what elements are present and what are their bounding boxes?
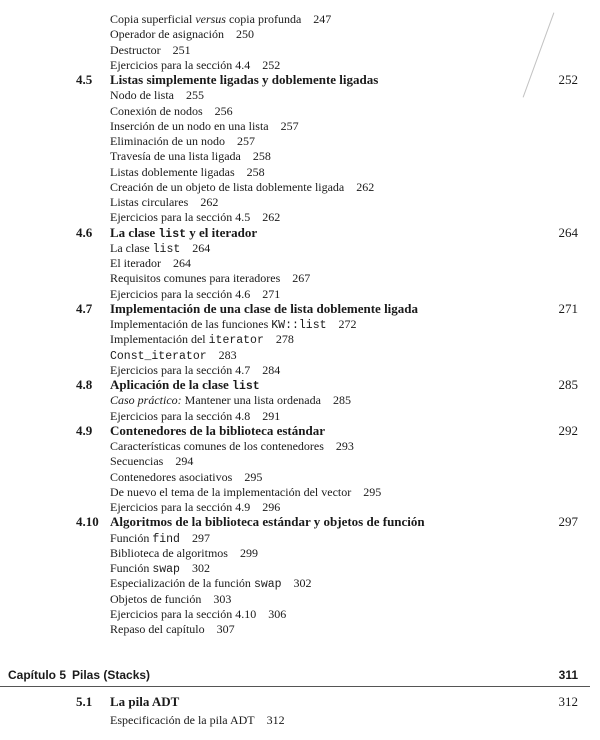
entry-page-number: 291 [262, 408, 281, 423]
entry-page-number: 256 [214, 103, 233, 118]
entry-text: Mantener una lista ordenada [181, 393, 321, 408]
entry-code: swap [253, 578, 282, 592]
section-number: 4.6 [76, 224, 93, 240]
entry-text: Ejercicios para la sección 4.6 [110, 286, 251, 301]
entry-text: Ejercicios para la sección 4.8 [110, 408, 251, 423]
entry-page-number: 302 [293, 576, 312, 591]
entry-page-number: 284 [262, 362, 281, 377]
entry-text: Especificación de la pila ADT [110, 713, 255, 727]
section-title-code: list [158, 227, 186, 241]
entry-page-number: 262 [262, 210, 281, 225]
entry-page-number: 285 [332, 393, 351, 408]
entry-page-number: 306 [268, 606, 287, 621]
entry-text: Especialización de la función [110, 576, 254, 591]
entry-page-number: 262 [200, 195, 219, 209]
section-title-text: y el iterador [186, 224, 258, 240]
entry-page-number: 247 [313, 12, 332, 26]
toc-entry-row[interactable] [0, 620, 600, 638]
section-page-number: 312 [558, 694, 578, 709]
entry-page-number: 250 [235, 27, 254, 42]
section-title-code: list [232, 380, 260, 393]
entry-text: El iterador [110, 256, 161, 270]
section-number: 5.1 [76, 694, 93, 709]
entry-page-number: 272 [338, 317, 357, 331]
chapter-page-number: 311 [558, 668, 578, 682]
entry-page-number: 302 [191, 561, 210, 575]
entry-page-number: 295 [363, 484, 382, 499]
entry-page-number: 303 [213, 591, 232, 606]
section-title [110, 693, 179, 711]
entry-page-number: 258 [246, 164, 265, 179]
entry-text: Ejercicios para la sección 4.9 [110, 500, 251, 514]
chapter-heading [0, 665, 600, 685]
entry-text: Ejercicios para la sección 4.5 [110, 210, 251, 225]
entry-text-italic: versus [195, 12, 226, 26]
entry-text: Implementación de las funciones [110, 317, 272, 331]
toc-section-row[interactable] [0, 693, 600, 711]
entry-code: swap [152, 563, 180, 576]
entry-page-number: 283 [218, 347, 237, 362]
section-page-number: 271 [558, 300, 578, 316]
entry-text: Travesía de una lista ligada [110, 149, 241, 164]
entry-text-italic: Caso práctico: [110, 393, 182, 408]
entry-title [110, 711, 285, 729]
section-title-text: Implementación de una clase de lista doblemente ligada [110, 300, 419, 316]
entry-text: La clase [110, 240, 153, 255]
section-title-text: Listas simplemente ligadas y doblemente ligadas [110, 72, 379, 87]
chapter-label: Capítulo 5 [8, 668, 67, 682]
entry-page-number: 312 [266, 713, 285, 727]
entry-text: Implementación del [110, 332, 209, 347]
section-number: 4.5 [76, 72, 93, 87]
chapter-title: Pilas (Stacks) [72, 668, 151, 682]
entry-text: Contenedores asociativos [110, 469, 233, 484]
entry-text: Ejercicios para la sección 4.7 [110, 362, 251, 377]
toc-entry-row[interactable] [0, 711, 600, 729]
entry-text: Listas doblemente ligadas [110, 164, 235, 179]
entry-text: De nuevo el tema de la implementación del vector [110, 484, 352, 499]
section-number: 4.7 [76, 300, 93, 316]
entry-text: Inserción de un nodo en una lista [110, 118, 269, 133]
entry-page-number: 278 [275, 332, 294, 347]
entry-page-number: 257 [280, 118, 299, 133]
section-page-number: 264 [558, 224, 578, 240]
section-title-text: La clase [110, 224, 159, 240]
entry-text: Conexión de nodos [110, 103, 203, 118]
entry-code: list [152, 242, 181, 256]
entry-text: Nodo de lista [110, 88, 174, 103]
section-page-number: 285 [558, 377, 578, 392]
entry-text: Ejercicios para la sección 4.10 [110, 606, 257, 621]
entry-text: Eliminación de un nodo [110, 134, 225, 148]
entry-text: Función [110, 561, 153, 575]
section-title-text: Contenedores de la biblioteca estándar [110, 422, 325, 438]
chapter-divider [0, 686, 590, 687]
entry-text: Copia superficial [110, 12, 196, 26]
entry-page-number: 307 [216, 622, 235, 636]
entry-page-number: 258 [252, 149, 271, 164]
entry-code: iterator [208, 334, 264, 348]
section-page-number: 292 [558, 422, 578, 438]
entry-page-number: 251 [172, 42, 191, 57]
entry-text: Ejercicios para la sección 4.4 [110, 57, 251, 72]
section-title-text: Aplicación de la clase [110, 377, 233, 392]
section-page-number: 297 [558, 514, 578, 530]
section-page-number: 252 [558, 72, 578, 87]
entry-text: Operador de asignación [110, 27, 224, 42]
entry-page-number: 294 [175, 454, 194, 469]
entry-page-number: 299 [239, 545, 258, 560]
entry-text: Biblioteca de algoritmos [110, 545, 228, 560]
entry-page-number: 255 [186, 88, 204, 103]
entry-code: Const_iterator [110, 349, 207, 363]
entry-page-number: 264 [192, 240, 211, 255]
entry-text: Creación de un objeto de lista doblemente ligada [110, 179, 345, 194]
entry-page-number: 264 [172, 256, 191, 270]
entry-page-number: 267 [292, 271, 311, 286]
entry-title [110, 620, 235, 638]
section-title-text: Algoritmos de la biblioteca estándar y objetos de función [110, 514, 425, 530]
section-number: 4.8 [76, 377, 93, 392]
section-title-text: La pila ADT [110, 694, 180, 709]
entry-text: Características comunes de los contenedores [110, 439, 324, 453]
entry-text: Repaso del capítulo [110, 622, 205, 636]
entry-page-number: 295 [244, 469, 263, 484]
entry-page-number: 262 [356, 179, 375, 194]
entry-page-number: 293 [335, 439, 354, 453]
entry-page-number: 296 [262, 500, 281, 514]
entry-text: copia profunda [225, 12, 302, 26]
entry-text: Requisitos comunes para iteradores [110, 271, 281, 286]
entry-code: KW::list [271, 319, 327, 332]
entry-text: Destructor [110, 42, 161, 57]
entry-page-number: 257 [236, 134, 255, 148]
entry-page-number: 297 [191, 530, 210, 545]
entry-code: find [152, 532, 180, 546]
entry-text: Función [110, 530, 153, 545]
section-number: 4.10 [76, 514, 99, 530]
section-number: 4.9 [76, 422, 93, 438]
entry-text: Listas circulares [110, 195, 189, 209]
entry-text: Secuencias [110, 454, 164, 469]
entry-text: Objetos de función [110, 591, 202, 606]
entry-page-number: 252 [262, 57, 281, 72]
entry-page-number: 271 [262, 286, 281, 301]
